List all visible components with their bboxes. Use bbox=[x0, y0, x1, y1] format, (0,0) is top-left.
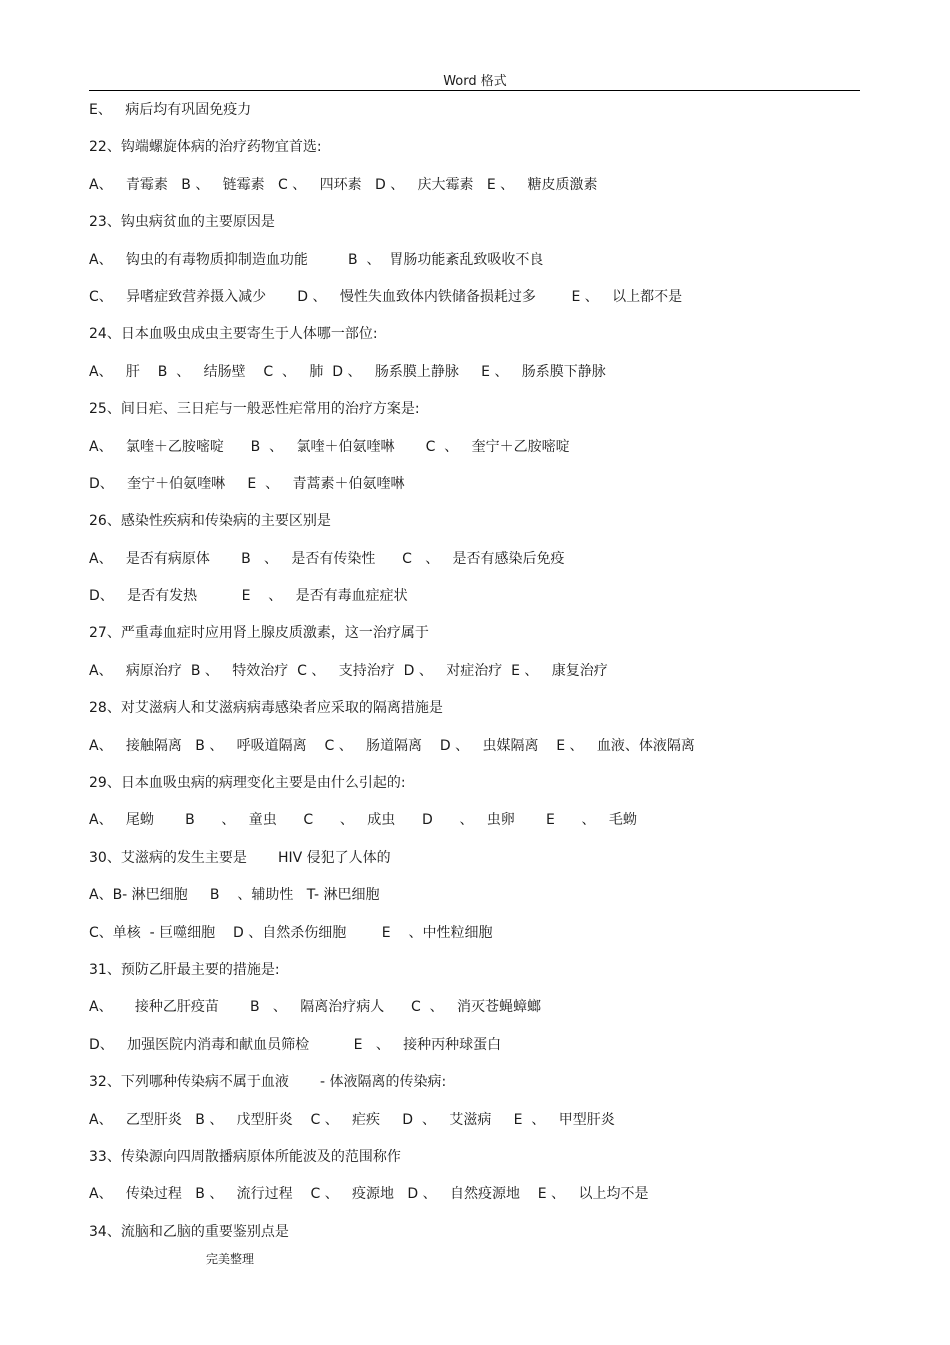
options-28: A、 接触隔离 B 、 呼吸道隔离 C 、 肠道隔离 D 、 虫媒隔离 E 、 血液、体液隔离 bbox=[89, 737, 695, 754]
options-30-a: A、B- 淋巴细胞 B 、辅助性 T- 淋巴细胞 bbox=[89, 887, 380, 904]
options-23-b: C、 异嗜症致营养摄入减少 D 、 慢性失血致体内铁储备损耗过多 E 、 以上都不是 bbox=[89, 288, 683, 305]
options-25-b: D、 奎宁＋伯氨喹啉 E 、 青蒿素＋伯氨喹啉 bbox=[89, 475, 405, 492]
header-rule bbox=[89, 90, 860, 91]
question-24: 24、日本血吸虫成虫主要寄生于人体哪一部位: bbox=[89, 326, 378, 343]
options-27: A、 病原治疗 B 、 特效治疗 C 、 支持治疗 D 、 对症治疗 E 、 康复治疗 bbox=[89, 662, 608, 679]
options-23-a: A、 钩虫的有毒物质抑制造血功能 B 、 胃肠功能紊乱致吸收不良 bbox=[89, 251, 544, 268]
options-32: A、 乙型肝炎 B 、 戊型肝炎 C 、 疟疾 D 、 艾滋病 E 、 甲型肝炎 bbox=[89, 1111, 615, 1128]
options-22: A、 青霉素 B 、 链霉素 C 、 四环素 D 、 庆大霉素 E 、 糖皮质激素 bbox=[89, 176, 598, 193]
text-line: E、 病后均有巩固免疫力 bbox=[89, 102, 252, 118]
question-34: 34、流脑和乙脑的重要鉴别点是 bbox=[89, 1223, 289, 1240]
page-footer: 完美整理 bbox=[206, 1252, 255, 1266]
question-33: 33、传染源向四周散播病原体所能波及的范围称作 bbox=[89, 1148, 401, 1165]
options-26-b: D、 是否有发热 E 、 是否有毒血症症状 bbox=[89, 588, 408, 605]
question-26: 26、感染性疾病和传染病的主要区别是 bbox=[89, 513, 331, 530]
page-header: Word 格式 bbox=[443, 74, 507, 89]
question-32: 32、下列哪种传染病不属于血液 - 体液隔离的传染病: bbox=[89, 1074, 447, 1091]
options-31-b: D、 加强医院内消毒和献血员筛检 E 、 接种丙种球蛋白 bbox=[89, 1036, 502, 1053]
question-28: 28、对艾滋病人和艾滋病病毒感染者应采取的隔离措施是 bbox=[89, 700, 443, 717]
question-29: 29、日本血吸虫病的病理变化主要是由什么引起的: bbox=[89, 775, 406, 792]
question-25: 25、间日疟、三日疟与一般恶性疟常用的治疗方案是: bbox=[89, 401, 420, 418]
question-31: 31、预防乙肝最主要的措施是: bbox=[89, 961, 280, 978]
options-31-a: A、 接种乙肝疫苗 B 、 隔离治疗病人 C 、 消灭苍蝇蟑螂 bbox=[89, 999, 542, 1016]
options-24: A、 肝 B 、 结肠壁 C 、 肺 D 、 肠系膜上静脉 E 、 肠系膜下静脉 bbox=[89, 363, 606, 380]
options-33: A、 传染过程 B 、 流行过程 C 、 疫源地 D 、 自然疫源地 E 、 以上均不是 bbox=[89, 1186, 649, 1203]
question-30: 30、艾滋病的发生主要是 HIV 侵犯了人体的 bbox=[89, 849, 391, 866]
options-26-a: A、 是否有病原体 B 、 是否有传染性 C 、 是否有感染后免疫 bbox=[89, 550, 565, 567]
options-25-a: A、 氯喹＋乙胺嘧啶 B 、 氯喹＋伯氨喹啉 C 、 奎宁＋乙胺嘧啶 bbox=[89, 438, 570, 455]
question-23: 23、钩虫病贫血的主要原因是 bbox=[89, 214, 275, 231]
options-30-b: C、单核 - 巨噬细胞 D 、自然杀伤细胞 E 、中性粒细胞 bbox=[89, 924, 493, 941]
question-22: 22、钩端螺旋体病的治疗药物宜首选: bbox=[89, 139, 322, 156]
question-27: 27、严重毒血症时应用肾上腺皮质激素，这一治疗属于 bbox=[89, 625, 429, 642]
options-29: A、 尾蚴 B 、 童虫 C 、 成虫 D 、 虫卵 E 、 毛蚴 bbox=[89, 812, 637, 829]
document-body bbox=[89, 99, 889, 1258]
